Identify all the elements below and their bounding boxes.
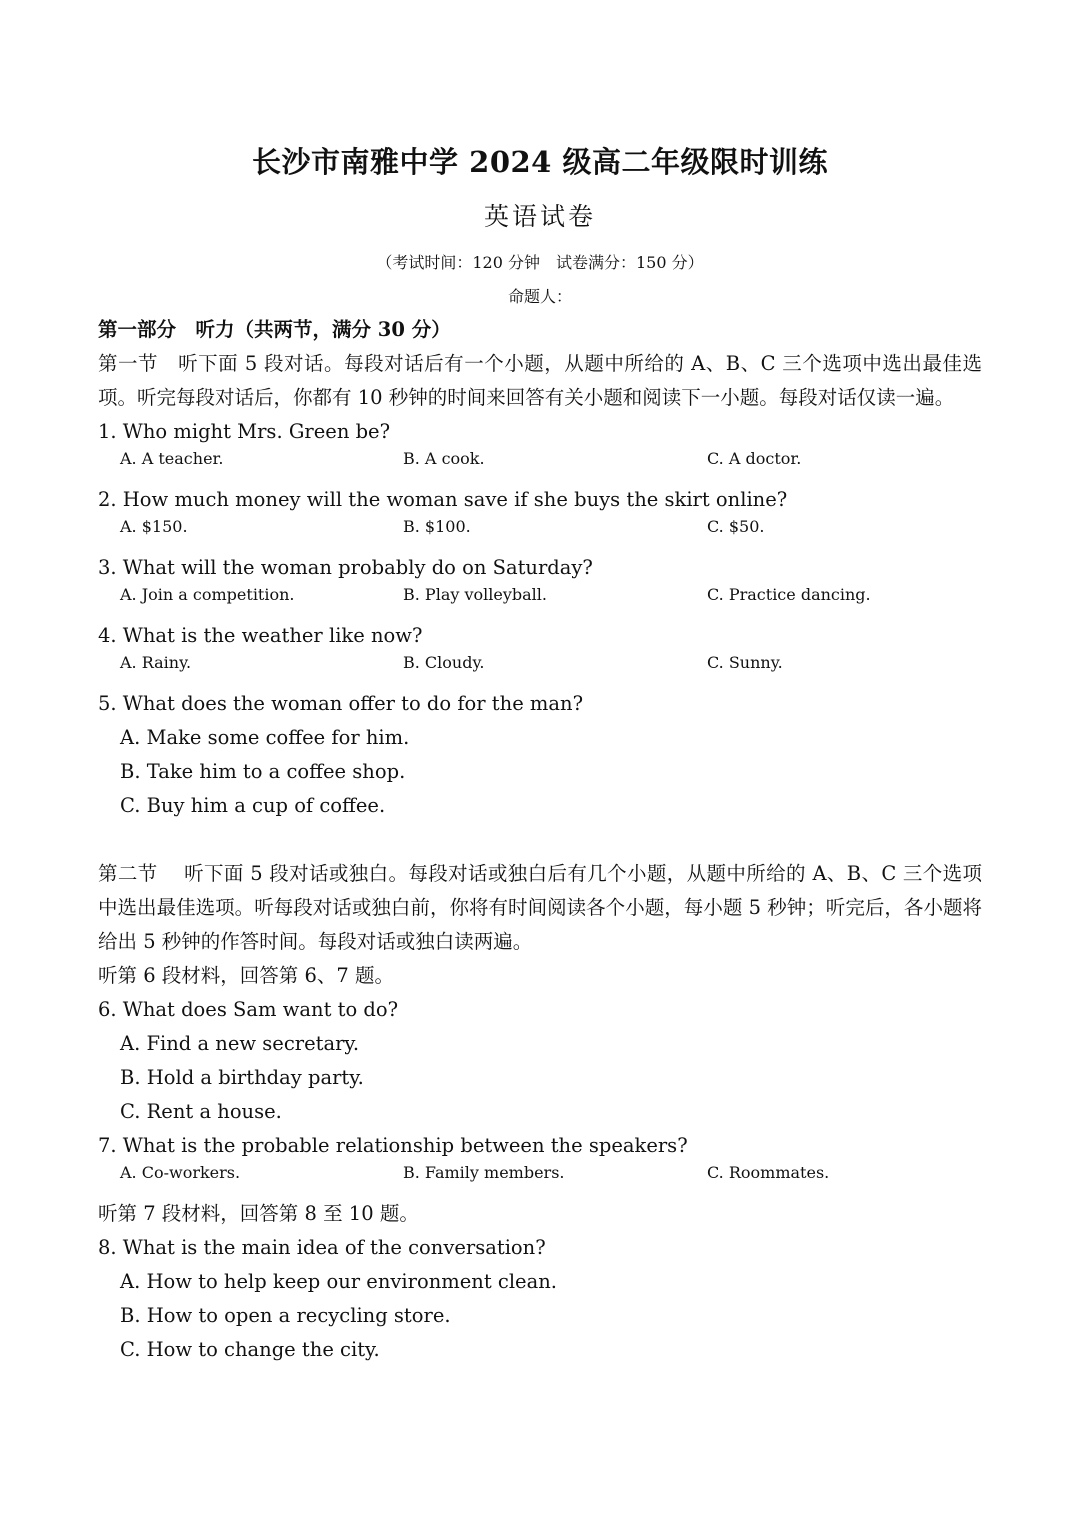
question-options [98,585,982,619]
option-a: A. Make some coffee for him. [120,726,410,749]
option-a: A. Find a new secretary. [120,1032,360,1055]
exam-content [98,313,982,1367]
question-options [98,517,982,551]
option-b: B. Hold a birthday party. [120,1066,364,1089]
option-c: C. Sunny. [707,653,783,672]
option-b: B. How to open a recycling store. [120,1304,451,1327]
option-b: B. A cook. [403,449,485,468]
option-c: C. Buy him a cup of coffee. [120,794,386,817]
question-options [98,1163,982,1197]
option-c: C. How to change the city. [120,1338,380,1361]
section2-instructions: 第二节 听下面 5 段对话或独白。每段对话或独白后有几个小题，从题中所给的 A、B、C 三个选项中选出最佳选项。听每段对话或独白前，你将有时间阅读各个小题，每小题 5 秒钟；听完后，各小题将给出 5 秒钟的作答时间。每段对话或独白读两遍。 [98,862,982,953]
option-c: C. A doctor. [707,449,802,468]
option-a: A. Join a competition. [120,585,295,604]
option-a: A. Rainy. [120,653,192,672]
question-stem: 5. What does the woman offer to do for the man? [98,692,584,715]
option-a: A. A teacher. [120,449,224,468]
question-options [98,449,982,483]
section1-instructions: 第一节 听下面 5 段对话。每段对话后有一个小题，从题中所给的 A、B、C 三个选项中选出最佳选项。听完每段对话后，你都有 10 秒钟的时间来回答有关小题和阅读下一小题。每段对话仅读一遍。 [98,352,982,409]
question-stem: 7. What is the probable relationship between the speakers? [98,1134,688,1157]
exam-title: 长沙市南雅中学 2024 级高二年级限时训练 [252,145,828,179]
exam-subtitle: 英语试卷 [483,202,596,231]
option-b: B. Family members. [403,1163,565,1182]
option-c: C. Rent a house. [120,1100,282,1123]
exam-info: （考试时间：120 分钟 试卷满分：150 分） [376,253,704,272]
option-b: B. Take him to a coffee shop. [120,760,406,783]
option-c: C. $50. [707,517,765,536]
option-a: A. How to help keep our environment clean. [120,1270,557,1293]
exam-author: 命题人： [507,287,572,306]
question-stem: 4. What is the weather like now? [98,624,423,647]
option-a: A. $150. [120,517,188,536]
part1-heading: 第一部分 听力（共两节，满分 30 分） [98,318,451,341]
question-stem: 6. What does Sam want to do? [98,998,399,1021]
question-options [98,653,982,687]
option-b: B. Cloudy. [403,653,485,672]
option-c: C. Roommates. [707,1163,830,1182]
option-b: B. Play volleyball. [403,585,547,604]
option-c: C. Practice dancing. [707,585,871,604]
material6-note: 听第 6 段材料，回答第 6、7 题。 [98,964,395,987]
option-b: B. $100. [403,517,471,536]
question-stem: 3. What will the woman probably do on Saturday? [98,556,593,579]
option-a: A. Co-workers. [120,1163,241,1182]
question-stem: 1. Who might Mrs. Green be? [98,420,391,443]
material7-note: 听第 7 段材料，回答第 8 至 10 题。 [98,1202,419,1225]
question-stem: 8. What is the main idea of the conversation? [98,1236,546,1259]
question-stem: 2. How much money will the woman save if she buys the skirt online? [98,488,788,511]
